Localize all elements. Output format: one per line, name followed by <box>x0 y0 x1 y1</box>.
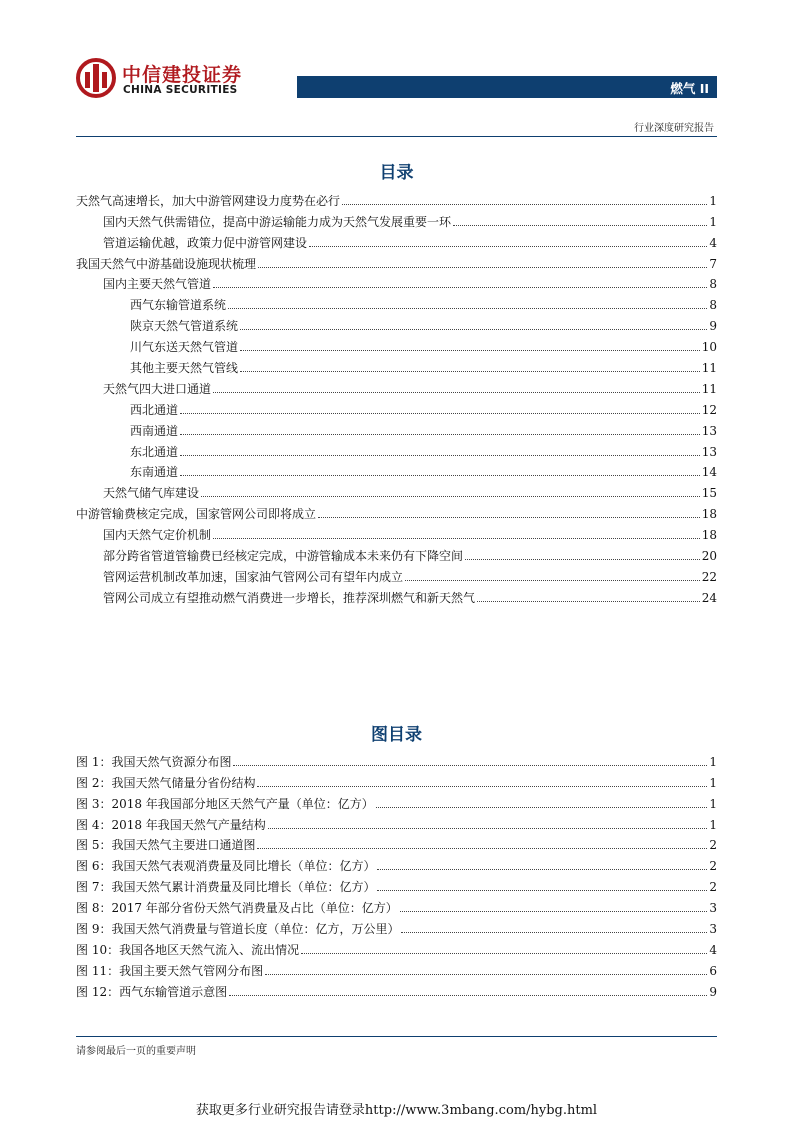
figure-entry-text: 图 5：我国天然气主要进口通道图 <box>76 838 256 853</box>
toc-entry-page: 8 <box>709 277 717 292</box>
dot-leader <box>301 953 707 954</box>
figure-list <box>76 749 717 1000</box>
toc-entry-text: 西北通道 <box>130 402 179 417</box>
figure-entry-text: 图 2：我国天然气储量分省份结构 <box>76 775 256 790</box>
dot-leader <box>213 287 707 288</box>
dot-leader <box>240 371 700 372</box>
toc-entry[interactable] <box>76 418 717 439</box>
toc-entry-page: 12 <box>701 402 717 417</box>
brand-name-en: CHINA SECURITIES <box>123 84 238 96</box>
toc-entry-page: 10 <box>701 340 717 355</box>
toc-entry-page: 14 <box>701 465 717 480</box>
figure-entry-page: 2 <box>709 880 717 895</box>
toc-entry[interactable] <box>76 564 717 585</box>
dot-leader <box>228 308 707 309</box>
toc-entry-text: 管网公司成立有望推动燃气消费进一步增长，推荐深圳燃气和新天然气 <box>103 590 476 605</box>
brand-logo <box>76 58 276 102</box>
dot-leader <box>240 329 707 330</box>
disclaimer: 请参阅最后一页的重要声明 <box>76 1046 196 1057</box>
header-divider <box>76 136 717 137</box>
toc-entry[interactable] <box>76 522 717 543</box>
figure-entry-page: 1 <box>709 754 717 769</box>
dot-leader <box>465 559 700 560</box>
toc-entry[interactable] <box>76 209 717 230</box>
figure-entry[interactable] <box>76 770 717 791</box>
toc-entry-text: 西南通道 <box>130 423 179 438</box>
toc-entry[interactable] <box>76 501 717 522</box>
toc-entry-page: 7 <box>709 256 717 271</box>
toc-list <box>76 188 717 606</box>
dot-leader <box>180 413 700 414</box>
figure-entry-page: 6 <box>709 963 717 978</box>
figure-list-title: 图目录 <box>371 725 422 745</box>
toc-entry-text: 管道运输优越，政策力促中游管网建设 <box>103 235 308 250</box>
toc-entry-page: 13 <box>701 444 717 459</box>
figure-entry[interactable] <box>76 791 717 812</box>
dot-leader <box>453 225 707 226</box>
figure-entry[interactable] <box>76 916 717 937</box>
figure-entry-page: 1 <box>709 775 717 790</box>
figure-entry-text: 图 10：我国各地区天然气流入、流出情况 <box>76 942 300 957</box>
dot-leader <box>240 350 700 351</box>
toc-entry[interactable] <box>76 397 717 418</box>
figure-entry[interactable] <box>76 853 717 874</box>
toc-entry-text: 陕京天然气管道系统 <box>130 319 239 334</box>
dot-leader <box>180 475 700 476</box>
toc-entry[interactable] <box>76 480 717 501</box>
figure-entry-text: 图 11：我国主要天然气管网分布图 <box>76 963 264 978</box>
dot-leader <box>180 455 700 456</box>
report-type: 行业深度研究报告 <box>634 123 714 134</box>
dot-leader <box>257 848 707 849</box>
dot-leader <box>377 890 707 891</box>
dot-leader <box>265 974 707 975</box>
toc-entry-page: 8 <box>709 298 717 313</box>
sector-banner <box>297 76 717 98</box>
citic-logo-icon <box>76 58 116 98</box>
figure-entry-page: 4 <box>709 942 717 957</box>
figure-entry[interactable] <box>76 874 717 895</box>
toc-entry[interactable] <box>76 251 717 272</box>
toc-entry-page: 11 <box>701 361 717 376</box>
dot-leader <box>268 828 708 829</box>
toc-entry-text: 东南通道 <box>130 465 179 480</box>
dot-leader <box>257 786 707 787</box>
toc-entry-page: 4 <box>709 235 717 250</box>
toc-entry[interactable] <box>76 188 717 209</box>
figure-entry-page: 3 <box>709 901 717 916</box>
toc-entry-text: 西气东输管道系统 <box>130 298 227 313</box>
figure-entry-text: 图 7：我国天然气累计消费量及同比增长（单位：亿方） <box>76 880 376 895</box>
figure-entry[interactable] <box>76 979 717 1000</box>
dot-leader <box>213 538 700 539</box>
toc-entry[interactable] <box>76 334 717 355</box>
dot-leader <box>258 267 707 268</box>
toc-entry-text: 管网运营机制改革加速，国家油气管网公司有望年内成立 <box>103 569 404 584</box>
toc-entry-text: 部分跨省管道管输费已经核定完成，中游管输成本未来仍有下降空间 <box>103 549 464 564</box>
toc-entry-text: 东北通道 <box>130 444 179 459</box>
toc-entry[interactable] <box>76 355 717 376</box>
toc-entry-page: 11 <box>701 381 717 396</box>
figure-entry-page: 1 <box>709 817 717 832</box>
dot-leader <box>229 995 707 996</box>
figure-entry-page: 3 <box>709 922 717 937</box>
figure-entry-text: 图 3：2018 年我国部分地区天然气产量（单位：亿方） <box>76 796 374 811</box>
toc-entry-page: 18 <box>701 528 717 543</box>
dot-leader <box>180 434 700 435</box>
figure-entry-page: 9 <box>709 984 717 999</box>
toc-entry-page: 24 <box>701 590 717 605</box>
toc-entry[interactable] <box>76 439 717 460</box>
toc-entry-page: 18 <box>701 507 717 522</box>
toc-entry-page: 15 <box>701 486 717 501</box>
toc-entry-text: 中游管输费核定完成，国家管网公司即将成立 <box>76 507 317 522</box>
toc-entry-page: 1 <box>709 193 717 208</box>
dot-leader <box>376 807 708 808</box>
toc-entry-page: 20 <box>701 549 717 564</box>
figure-entry[interactable] <box>76 895 717 916</box>
toc-entry-text: 国内主要天然气管道 <box>103 277 212 292</box>
figure-entry-page: 1 <box>709 796 717 811</box>
dot-leader <box>213 392 700 393</box>
sector-label: 燃气 II <box>670 81 709 96</box>
toc-title: 目录 <box>379 163 414 183</box>
figure-entry[interactable] <box>76 937 717 958</box>
footer-divider <box>76 1036 717 1037</box>
figure-entry-text: 图 8：2017 年部分省份天然气消费量及占比（单位：亿方） <box>76 901 398 916</box>
dot-leader <box>201 496 700 497</box>
figure-entry-text: 图 12：西气东输管道示意图 <box>76 984 228 999</box>
toc-entry-page: 9 <box>709 319 717 334</box>
figure-entry[interactable] <box>76 958 717 979</box>
dot-leader <box>309 246 707 247</box>
figure-entry-text: 图 4：2018 年我国天然气产量结构 <box>76 817 266 832</box>
toc-entry-text: 我国天然气中游基础设施现状梳理 <box>76 256 257 271</box>
figure-entry-text: 图 6：我国天然气表观消费量及同比增长（单位：亿方） <box>76 859 376 874</box>
toc-entry[interactable] <box>76 272 717 293</box>
toc-entry-page: 13 <box>701 423 717 438</box>
figure-entry[interactable] <box>76 833 717 854</box>
toc-entry-text: 国内天然气定价机制 <box>103 528 212 543</box>
dot-leader <box>342 204 707 205</box>
toc-entry-text: 天然气高速增长，加大中游管网建设力度势在必行 <box>76 193 341 208</box>
toc-entry[interactable] <box>76 292 717 313</box>
toc-entry-page: 22 <box>701 569 717 584</box>
dot-leader <box>377 869 707 870</box>
toc-entry[interactable] <box>76 460 717 481</box>
dot-leader <box>318 517 700 518</box>
dot-leader <box>401 932 707 933</box>
brand-name-cn: 中信建投证券 <box>122 64 243 86</box>
watermark-link[interactable]: 获取更多行业研究报告请登录http://www.3mbang.com/hybg.html <box>195 1103 598 1118</box>
figure-entry-page: 2 <box>709 859 717 874</box>
figure-entry-text: 图 1：我国天然气资源分布图 <box>76 754 232 769</box>
toc-entry[interactable] <box>76 230 717 251</box>
toc-entry-text: 川气东送天然气管道 <box>130 340 239 355</box>
dot-leader <box>400 911 708 912</box>
toc-entry-text: 其他主要天然气管线 <box>130 361 239 376</box>
figure-entry-page: 2 <box>709 838 717 853</box>
toc-entry-text: 天然气储气库建设 <box>103 486 200 501</box>
toc-entry-text: 天然气四大进口通道 <box>103 381 212 396</box>
figure-entry[interactable] <box>76 812 717 833</box>
toc-entry[interactable] <box>76 313 717 334</box>
toc-entry-text: 国内天然气供需错位，提高中游运输能力成为天然气发展重要一环 <box>103 214 452 229</box>
dot-leader <box>233 765 707 766</box>
figure-entry[interactable] <box>76 749 717 770</box>
dot-leader <box>477 601 700 602</box>
toc-entry[interactable] <box>76 543 717 564</box>
toc-entry[interactable] <box>76 585 717 606</box>
toc-entry-page: 1 <box>709 214 717 229</box>
toc-entry[interactable] <box>76 376 717 397</box>
figure-entry-text: 图 9：我国天然气消费量与管道长度（单位：亿方，万公里） <box>76 922 400 937</box>
dot-leader <box>405 580 700 581</box>
